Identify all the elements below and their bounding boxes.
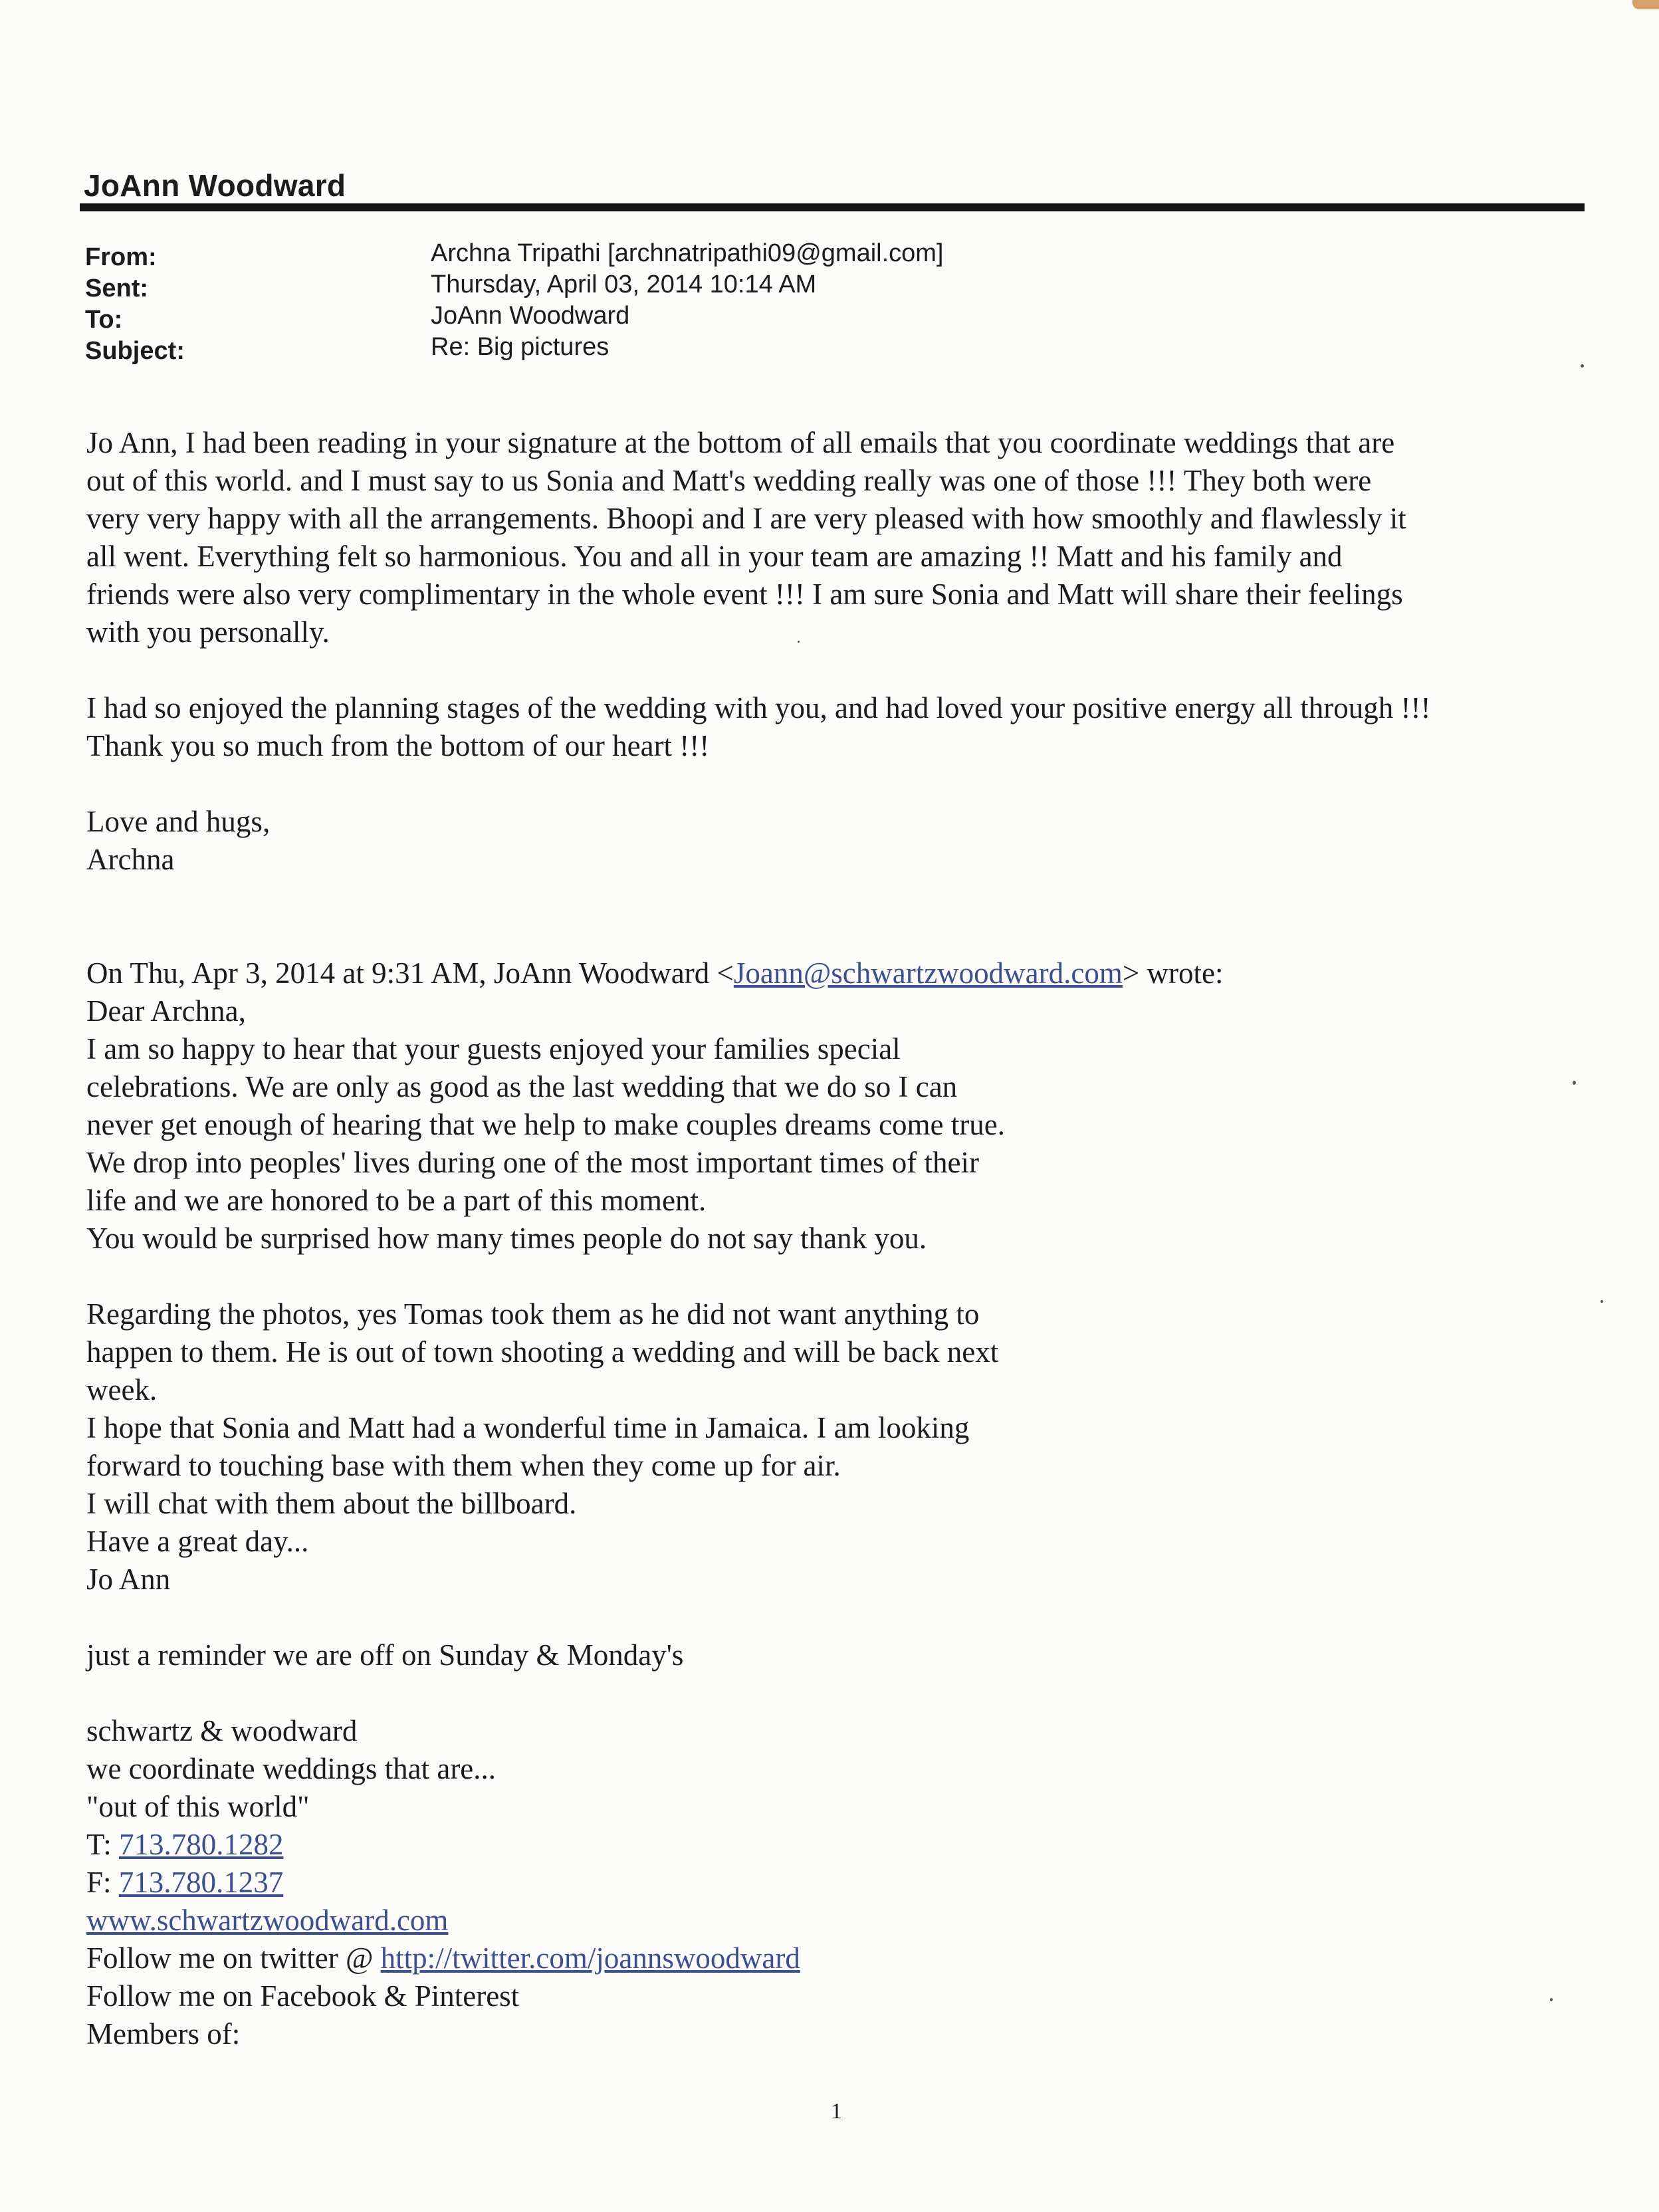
reply-closing: Love and hugs, — [86, 805, 271, 838]
signature-twitter — [86, 1939, 1223, 1977]
quoted-message — [86, 954, 1223, 2053]
subject-value: Re: Big pictures — [431, 333, 609, 361]
signature-facebook: Follow me on Facebook & Pinterest — [86, 1979, 520, 2013]
signature-members: Members of: — [86, 2017, 241, 2050]
quote-greeting: Dear Archna, — [86, 994, 246, 1028]
phone-link[interactable]: 713.780.1282 — [119, 1828, 284, 1861]
reply-line: Jo Ann, I had been reading in your signature at the bottom of all emails that you coordinate weddings that are — [86, 426, 1395, 459]
quote-line: Regarding the photos, yes Tomas took them as he did not want anything to — [86, 1297, 980, 1331]
reply-line: very very happy with all the arrangements. Bhoopi and I are very pleased with how smoothly and flawlessly it — [86, 502, 1406, 535]
fax-label: F: — [86, 1866, 119, 1899]
reply-line: Thank you so much from the bottom of our heart !!! — [86, 729, 710, 762]
to-value: JoAnn Woodward — [431, 302, 630, 330]
scan-speck — [798, 641, 800, 643]
reply-line: with you personally. — [86, 615, 330, 649]
quote-line: I hope that Sonia and Matt had a wonderful time in Jamaica. I am looking — [86, 1411, 970, 1444]
page-number: 1 — [831, 2099, 842, 2124]
scan-speck — [1581, 364, 1584, 368]
signature-tagline: we coordinate weddings that are... — [86, 1752, 497, 1785]
reply-line: all went. Everything felt so harmonious. You and all in your team are amazing !! Matt and his family and — [86, 540, 1343, 573]
quote-line: Have a great day... — [86, 1525, 309, 1558]
to-label: To: — [85, 306, 123, 334]
subject-label: Subject: — [85, 337, 185, 365]
quote-line: You would be surprised how many times people do not say thank you. — [86, 1222, 927, 1255]
signature-fax — [86, 1864, 1223, 1902]
quote-line: I am so happy to hear that your guests enjoyed your families special — [86, 1032, 901, 1065]
to-row — [85, 300, 944, 332]
reply-line: friends were also very complimentary in the whole event !!! I am sure Sonia and Matt will share their feelings — [86, 578, 1403, 611]
from-row — [85, 238, 944, 269]
reply-body — [86, 424, 1430, 879]
signature-website — [86, 1902, 1223, 1939]
email-header — [85, 238, 944, 363]
quote-line: week. — [86, 1373, 158, 1406]
from-label: From: — [85, 243, 157, 271]
sent-value: Thursday, April 03, 2014 10:14 AM — [431, 271, 817, 298]
quote-line: I will chat with them about the billboard. — [86, 1487, 577, 1520]
sent-row — [85, 269, 944, 300]
mailbox-owner-name: JoAnn Woodward — [84, 168, 346, 203]
quote-intro-suffix: > wrote: — [1122, 956, 1224, 990]
quote-line: never get enough of hearing that we help to make couples dreams come true. — [86, 1108, 1005, 1141]
website-link[interactable]: www.schwartzwoodward.com — [86, 1904, 449, 1937]
sent-label: Sent: — [85, 275, 148, 302]
signature-company: schwartz & woodward — [86, 1714, 358, 1747]
quote-reminder: just a reminder we are off on Sunday & Monday's — [86, 1638, 684, 1672]
signature-tagline-quote: "out of this world" — [86, 1790, 310, 1823]
quote-line: Jo Ann — [86, 1563, 171, 1596]
twitter-link[interactable]: http://twitter.com/joannswoodward — [380, 1941, 800, 1975]
scan-speck — [1573, 1081, 1576, 1085]
quote-intro-prefix: On Thu, Apr 3, 2014 at 9:31 AM, JoAnn Woodward < — [86, 956, 734, 990]
quote-line: celebrations. We are only as good as the last wedding that we do so I can — [86, 1070, 958, 1103]
fax-link[interactable]: 713.780.1237 — [118, 1866, 284, 1899]
scan-artifact — [1632, 0, 1659, 9]
header-rule — [80, 203, 1585, 211]
signature-phone — [86, 1826, 1223, 1864]
joann-email-link[interactable]: Joann@schwartzwoodward.com — [733, 956, 1123, 990]
reply-line: out of this world. and I must say to us Sonia and Matt's wedding really was one of those !!! They both were — [86, 464, 1372, 497]
quote-line: life and we are honored to be a part of this moment. — [86, 1184, 707, 1217]
reply-line: I had so enjoyed the planning stages of the wedding with you, and had loved your positive energy all through !!! — [86, 691, 1431, 724]
quote-intro — [86, 954, 1223, 992]
twitter-prefix: Follow me on twitter @ — [86, 1941, 381, 1975]
reply-signature: Archna — [86, 843, 175, 876]
scan-speck — [1601, 1300, 1603, 1303]
from-value: Archna Tripathi [archnatripathi09@gmail.com] — [431, 239, 944, 267]
scan-speck — [1550, 1998, 1553, 2001]
subject-row — [85, 332, 944, 363]
phone-label: T: — [86, 1828, 119, 1861]
quote-line: forward to touching base with them when they come up for air. — [86, 1449, 841, 1482]
quote-line: We drop into peoples' lives during one of the most important times of their — [86, 1146, 979, 1179]
quote-line: happen to them. He is out of town shooting a wedding and will be back next — [86, 1335, 999, 1369]
